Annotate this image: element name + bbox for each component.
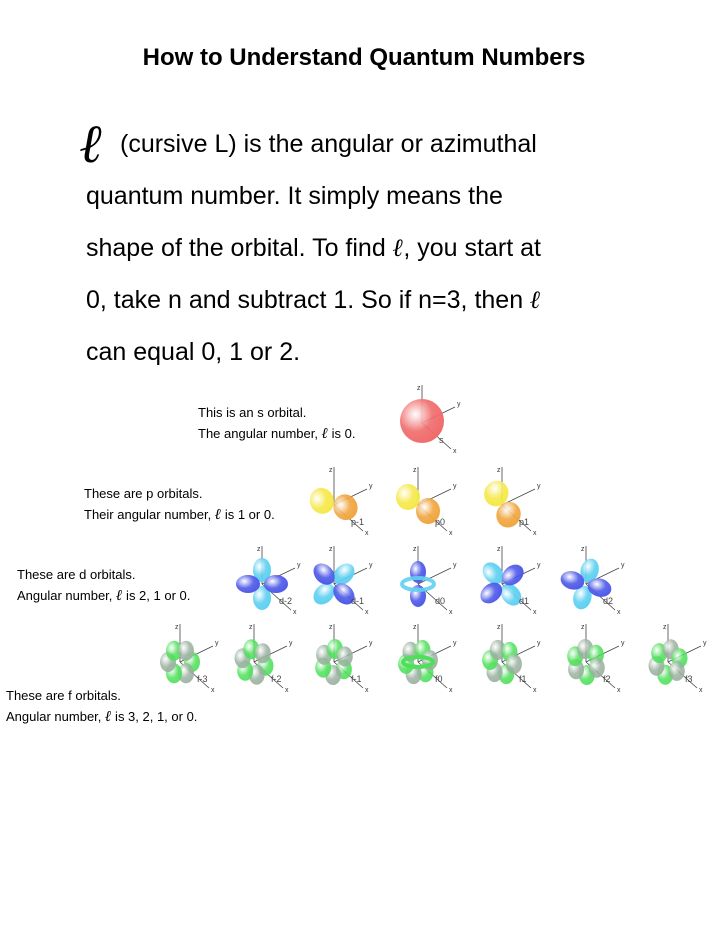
svg-text:x: x bbox=[449, 609, 453, 616]
svg-text:x: x bbox=[211, 687, 215, 694]
svg-text:z: z bbox=[249, 624, 253, 631]
p-orbital-caption: These are p orbitals. Their angular number, ℓ is 1 or 0. bbox=[84, 486, 275, 523]
d-orbital-2 bbox=[373, 544, 463, 624]
p-orbital-0 bbox=[289, 465, 379, 545]
orbital-label: d0 bbox=[435, 596, 446, 606]
svg-text:y: y bbox=[297, 562, 301, 569]
svg-text:x: x bbox=[365, 687, 369, 694]
orbital-label: f-1 bbox=[351, 674, 362, 684]
f-orbital-6 bbox=[623, 622, 713, 702]
svg-text:y: y bbox=[215, 640, 219, 647]
svg-text:y: y bbox=[537, 562, 541, 569]
svg-text:x: x bbox=[533, 687, 537, 694]
svg-text:z: z bbox=[663, 624, 667, 631]
d-orbital-caption: These are d orbitals. Angular number, ℓ is 2, 1 or 0. bbox=[17, 567, 191, 604]
p-orbital-1 bbox=[373, 465, 463, 545]
d-orbital-1 bbox=[289, 544, 379, 624]
ell-symbol-inline: ℓ bbox=[392, 233, 404, 262]
svg-text:z: z bbox=[413, 546, 417, 553]
ell-symbol-large: ℓ bbox=[80, 111, 104, 175]
svg-text:y: y bbox=[621, 562, 625, 569]
svg-text:x: x bbox=[617, 687, 621, 694]
ell-symbol-inline: ℓ bbox=[214, 505, 222, 523]
orbital-label: d2 bbox=[603, 596, 614, 606]
svg-text:x: x bbox=[365, 530, 369, 537]
svg-text:y: y bbox=[369, 562, 373, 569]
svg-text:x: x bbox=[365, 609, 369, 616]
d-orbital-3 bbox=[457, 544, 547, 624]
svg-text:y: y bbox=[703, 640, 707, 647]
svg-text:z: z bbox=[175, 624, 179, 631]
svg-text:z: z bbox=[497, 467, 501, 474]
svg-text:x: x bbox=[293, 609, 297, 616]
paragraph-line-4: 0, take n and subtract 1. So if n=3, then ℓ bbox=[86, 285, 541, 314]
orbital-label: f-3 bbox=[197, 674, 208, 684]
paragraph-line-3: shape of the orbital. To find ℓ, you start at bbox=[86, 233, 541, 262]
orbital-label: p1 bbox=[519, 517, 530, 527]
svg-text:x: x bbox=[285, 687, 289, 694]
f-orbital-4 bbox=[457, 622, 547, 702]
d-orbital-4 bbox=[541, 544, 631, 624]
orbital-label: s bbox=[439, 435, 444, 445]
ell-symbol-inline: ℓ bbox=[105, 707, 112, 725]
paragraph-line-2: quantum number. It simply means the bbox=[86, 182, 503, 210]
svg-text:y: y bbox=[453, 640, 457, 647]
svg-text:y: y bbox=[453, 483, 457, 490]
svg-text:z: z bbox=[581, 546, 585, 553]
orbital-label: f3 bbox=[685, 674, 693, 684]
orbital-label: p-1 bbox=[351, 517, 365, 527]
s-orbital-caption: This is an s orbital. The angular number, ℓ is 0. bbox=[198, 405, 356, 442]
svg-text:x: x bbox=[617, 609, 621, 616]
svg-text:z: z bbox=[417, 385, 421, 392]
ell-symbol-inline: ℓ bbox=[530, 285, 541, 314]
svg-text:z: z bbox=[329, 624, 333, 631]
page-title: How to Understand Quantum Numbers bbox=[142, 44, 586, 71]
svg-text:x: x bbox=[449, 687, 453, 694]
orbital-label: p0 bbox=[435, 517, 446, 527]
svg-text:z: z bbox=[497, 624, 501, 631]
svg-text:y: y bbox=[537, 640, 541, 647]
svg-text:y: y bbox=[457, 401, 461, 408]
svg-text:z: z bbox=[257, 546, 261, 553]
p-orbital-2 bbox=[457, 465, 547, 545]
svg-text:z: z bbox=[413, 467, 417, 474]
svg-text:z: z bbox=[413, 624, 417, 631]
ell-symbol-inline: ℓ bbox=[321, 424, 328, 442]
f-orbital-caption: These are f orbitals. Angular number, ℓ is 3, 2, 1, or 0. bbox=[6, 688, 198, 725]
f-orbital-1 bbox=[209, 622, 299, 702]
orbital-label: f-2 bbox=[271, 674, 282, 684]
orbital-label: f1 bbox=[519, 674, 527, 684]
svg-text:z: z bbox=[329, 546, 333, 553]
orbital-label: f0 bbox=[435, 674, 443, 684]
svg-text:y: y bbox=[537, 483, 541, 490]
svg-text:x: x bbox=[533, 609, 537, 616]
svg-text:x: x bbox=[453, 448, 457, 455]
svg-text:x: x bbox=[699, 687, 703, 694]
svg-text:y: y bbox=[369, 640, 373, 647]
ell-symbol-inline: ℓ bbox=[116, 586, 123, 604]
paragraph bbox=[86, 118, 686, 378]
svg-text:y: y bbox=[289, 640, 293, 647]
svg-text:x: x bbox=[449, 530, 453, 537]
svg-text:x: x bbox=[533, 530, 537, 537]
f-orbital-5 bbox=[541, 622, 631, 702]
svg-text:y: y bbox=[453, 562, 457, 569]
s-orbital-0 bbox=[377, 383, 467, 463]
orbital-label: d-2 bbox=[279, 596, 293, 606]
orbital-label: d1 bbox=[519, 596, 530, 606]
svg-text:y: y bbox=[621, 640, 625, 647]
orbital-label: d-1 bbox=[351, 596, 365, 606]
orbital-label: f2 bbox=[603, 674, 611, 684]
svg-text:y: y bbox=[369, 483, 373, 490]
f-orbital-2 bbox=[289, 622, 379, 702]
paragraph-line-5: can equal 0, 1 or 2. bbox=[86, 338, 301, 366]
svg-text:z: z bbox=[329, 467, 333, 474]
svg-text:z: z bbox=[497, 546, 501, 553]
svg-text:z: z bbox=[581, 624, 585, 631]
f-orbital-3 bbox=[373, 622, 463, 702]
paragraph-line-1: (cursive L) is the angular or azimuthal bbox=[120, 130, 537, 158]
